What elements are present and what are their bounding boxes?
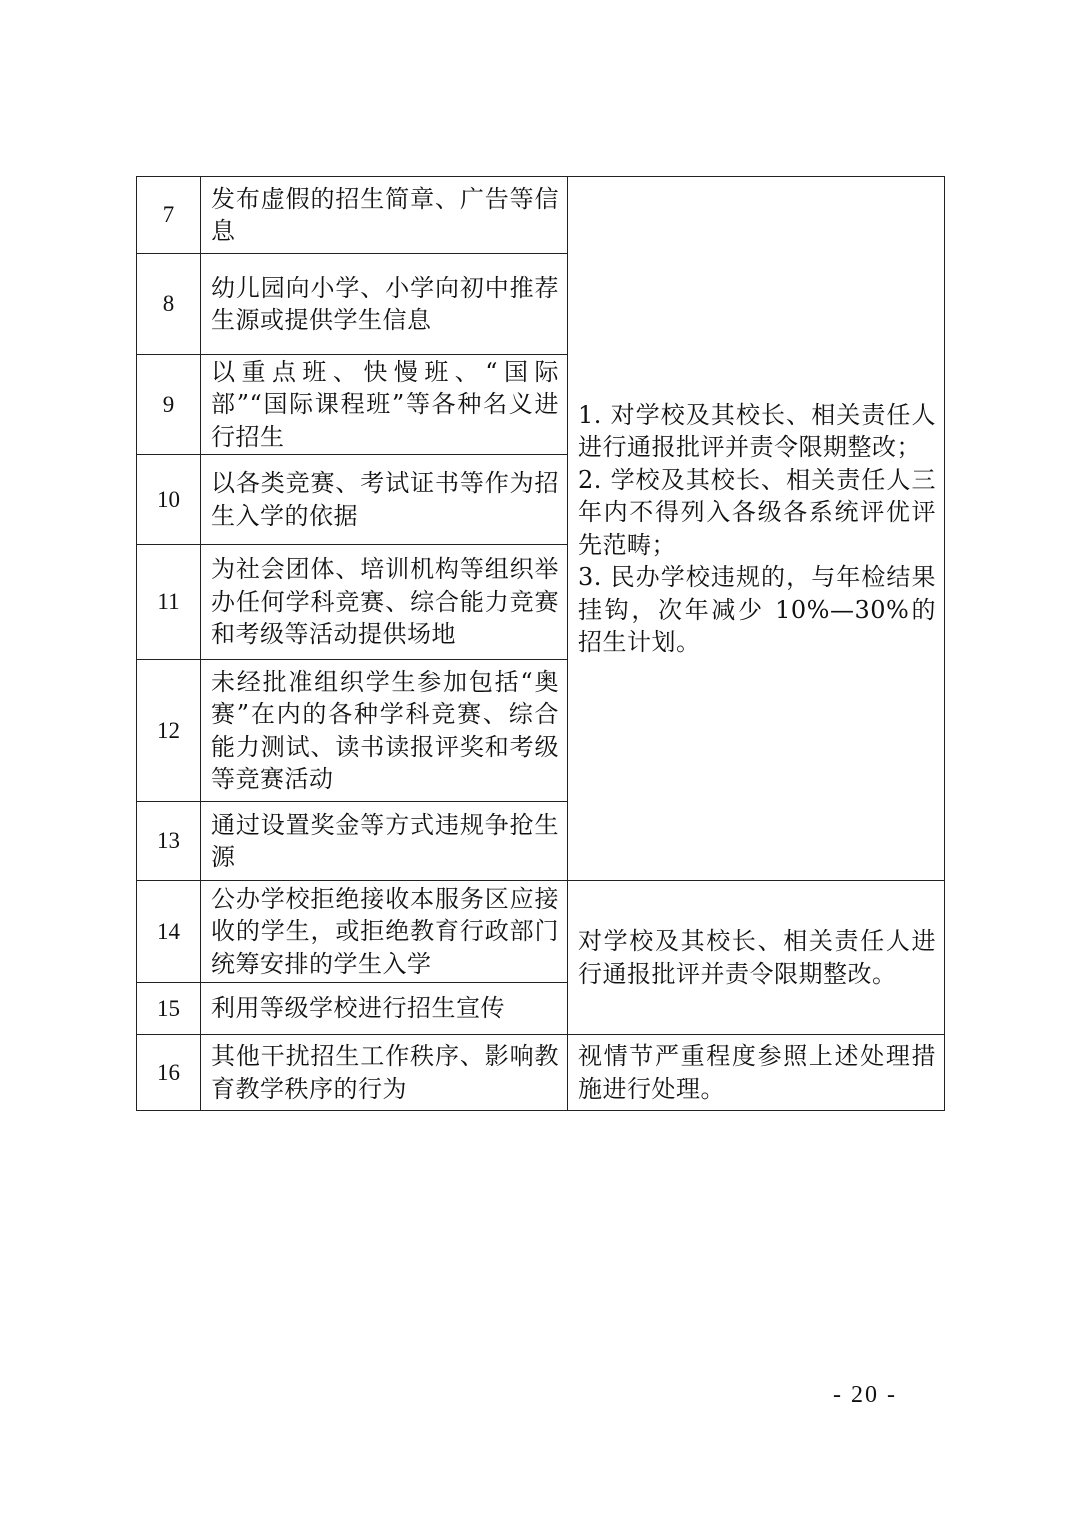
violation-item: 以各类竞赛、考试证书等作为招生入学的依据: [201, 455, 568, 545]
penalty-line: 3. 民办学校违规的，与年检结果挂钩，次年减少 10%—30%的招生计划。: [578, 563, 936, 656]
violation-item: 通过设置奖金等方式违规争抢生源: [201, 802, 568, 881]
table-row: [137, 1035, 945, 1111]
row-number: 7: [137, 177, 201, 254]
penalty-cell-group-c: 视情节严重程度参照上述处理措施进行处理。: [568, 1035, 945, 1111]
violation-item: 未经批准组织学生参加包括“奥赛”在内的各种学科竞赛、综合能力测试、读书读报评奖和考级等竞赛活动: [201, 660, 568, 802]
penalty-line: 2. 学校及其校长、相关责任人三年内不得列入各级各系统评优评先范畴；: [578, 465, 936, 559]
page-number: - 20 -: [833, 1382, 897, 1408]
row-number: 14: [137, 881, 201, 983]
violation-item: 以重点班、快慢班、“国际部”“国际课程班”等各种名义进行招生: [201, 355, 568, 455]
row-number: 16: [137, 1035, 201, 1111]
violations-table: [136, 176, 945, 1111]
violation-item: 发布虚假的招生简章、广告等信息: [201, 177, 568, 254]
penalty-cell-group-b: 对学校及其校长、相关责任人进行通报批评并责令限期整改。: [568, 881, 945, 1035]
row-number: 13: [137, 802, 201, 881]
row-number: 10: [137, 455, 201, 545]
penalty-cell-group-a: [568, 177, 945, 881]
row-number: 15: [137, 983, 201, 1035]
violation-item: 公办学校拒绝接收本服务区应接收的学生，或拒绝教育行政部门统筹安排的学生入学: [201, 881, 568, 983]
violation-item: 利用等级学校进行招生宣传: [201, 983, 568, 1035]
table-row: [137, 177, 945, 254]
violation-item: 幼儿园向小学、小学向初中推荐生源或提供学生信息: [201, 254, 568, 355]
table-row: [137, 881, 945, 983]
row-number: 9: [137, 355, 201, 455]
violation-item: 其他干扰招生工作秩序、影响教育教学秩序的行为: [201, 1035, 568, 1111]
violation-item: 为社会团体、培训机构等组织举办任何学科竞赛、综合能力竞赛和考级等活动提供场地: [201, 545, 568, 660]
row-number: 12: [137, 660, 201, 802]
row-number: 11: [137, 545, 201, 660]
row-number: 8: [137, 254, 201, 355]
penalty-line: 1. 对学校及其校长、相关责任人进行通报批评并责令限期整改；: [578, 400, 936, 461]
